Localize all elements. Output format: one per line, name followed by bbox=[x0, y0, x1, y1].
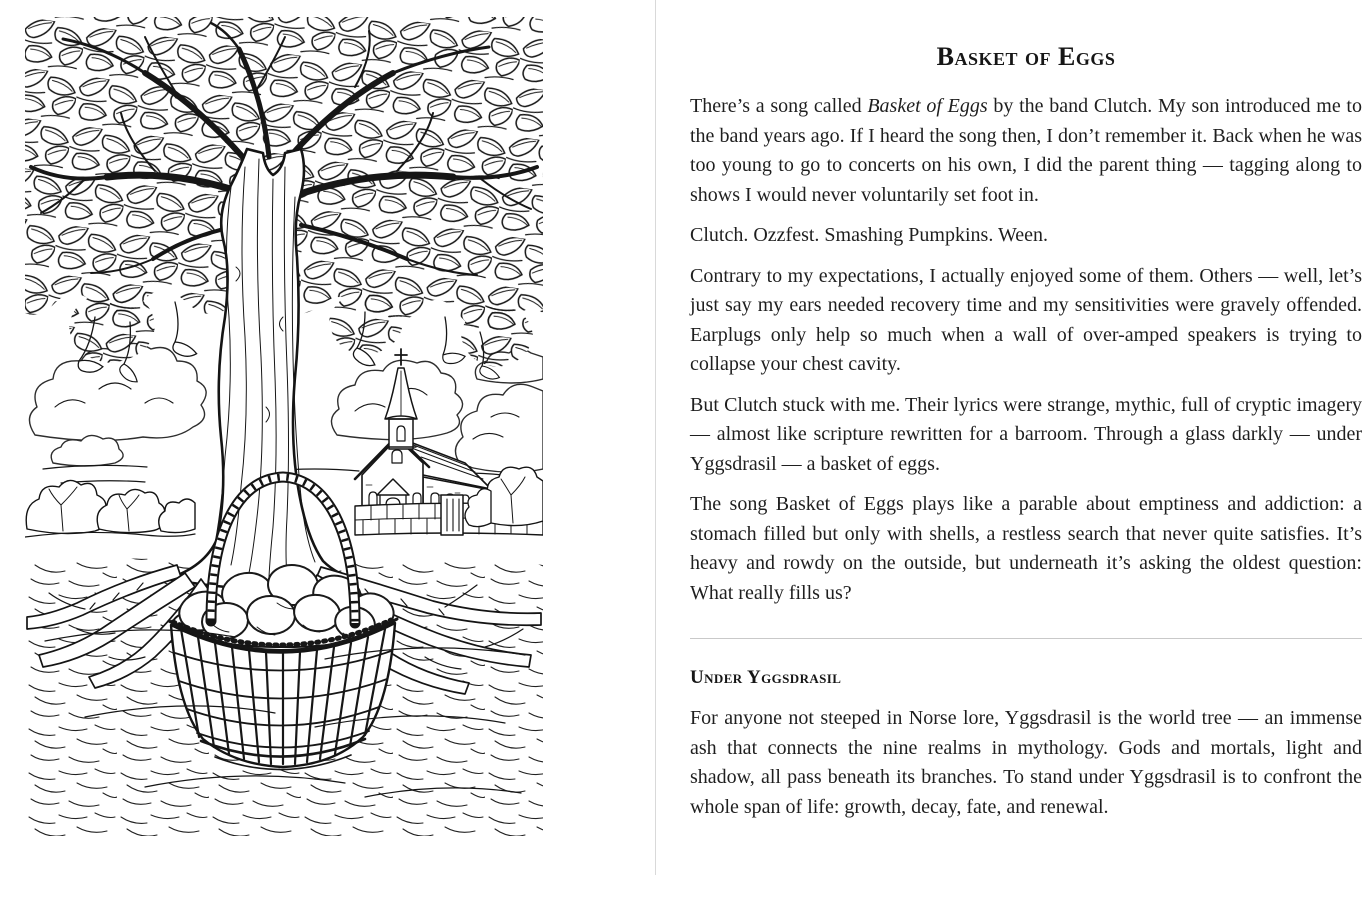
section-heading-under-yggsdrasil: Under Yggsdrasil bbox=[690, 667, 842, 688]
paragraph-intro-pre: There’s a song called bbox=[690, 95, 868, 117]
paragraph-intro-post: by the band Clutch. My son introduced me to the band years ago. If I heard the song then, I don’t remember it. Back when he was too young to go to concerts on his own, I did the parent thing — tagging along to shows I would never voluntarily set foot in. bbox=[690, 95, 1362, 206]
gate bbox=[439, 495, 465, 535]
left-bushes bbox=[25, 480, 195, 537]
paragraph-lyrics: But Clutch stuck with me. Their lyrics were strange, mythic, full of cryptic imagery — almost like scripture rewritten for a barroom. Through a glass darkly — under Yggsdrasil — a basket of eggs. bbox=[690, 393, 1362, 475]
paragraph-bands: Clutch. Ozzfest. Smashing Pumpkins. Ween. bbox=[690, 224, 1048, 246]
section-divider bbox=[690, 638, 1362, 639]
page-title: Basket of Eggs bbox=[936, 42, 1116, 71]
column-divider bbox=[655, 0, 656, 875]
illustration-svg bbox=[25, 17, 543, 836]
tree-basket-church-illustration bbox=[25, 17, 543, 836]
paragraph-parable: The song Basket of Eggs plays like a parable about emptiness and addiction: a stomach filled but only with shells, a restless search that never quite satisfies. It’s heavy and rowdy on the outside, but underneath it’s asking the oldest question: What really fills us? bbox=[690, 493, 1362, 604]
article-column bbox=[690, 0, 1362, 833]
paragraph-intro bbox=[690, 92, 1362, 210]
paragraph-expectations: Contrary to my expectations, I actually enjoyed some of them. Others — well, let’s just say my ears needed recovery time and my sensitivities were gravely offended. Earplugs only help so much when a wall of over-amped speakers is trying to collapse your chest cavity. bbox=[690, 264, 1362, 375]
paragraph-norse-lore: For anyone not steeped in Norse lore, Yggsdrasil is the world tree — an immense ash that connects the nine realms in mythology. Gods and mortals, light and shadow, all pass beneath its branches. To stand under Yggsdrasil is to confront the whole span of life: growth, decay, fate, and renewal. bbox=[690, 707, 1362, 818]
song-title-italic: Basket of Eggs bbox=[867, 95, 988, 117]
